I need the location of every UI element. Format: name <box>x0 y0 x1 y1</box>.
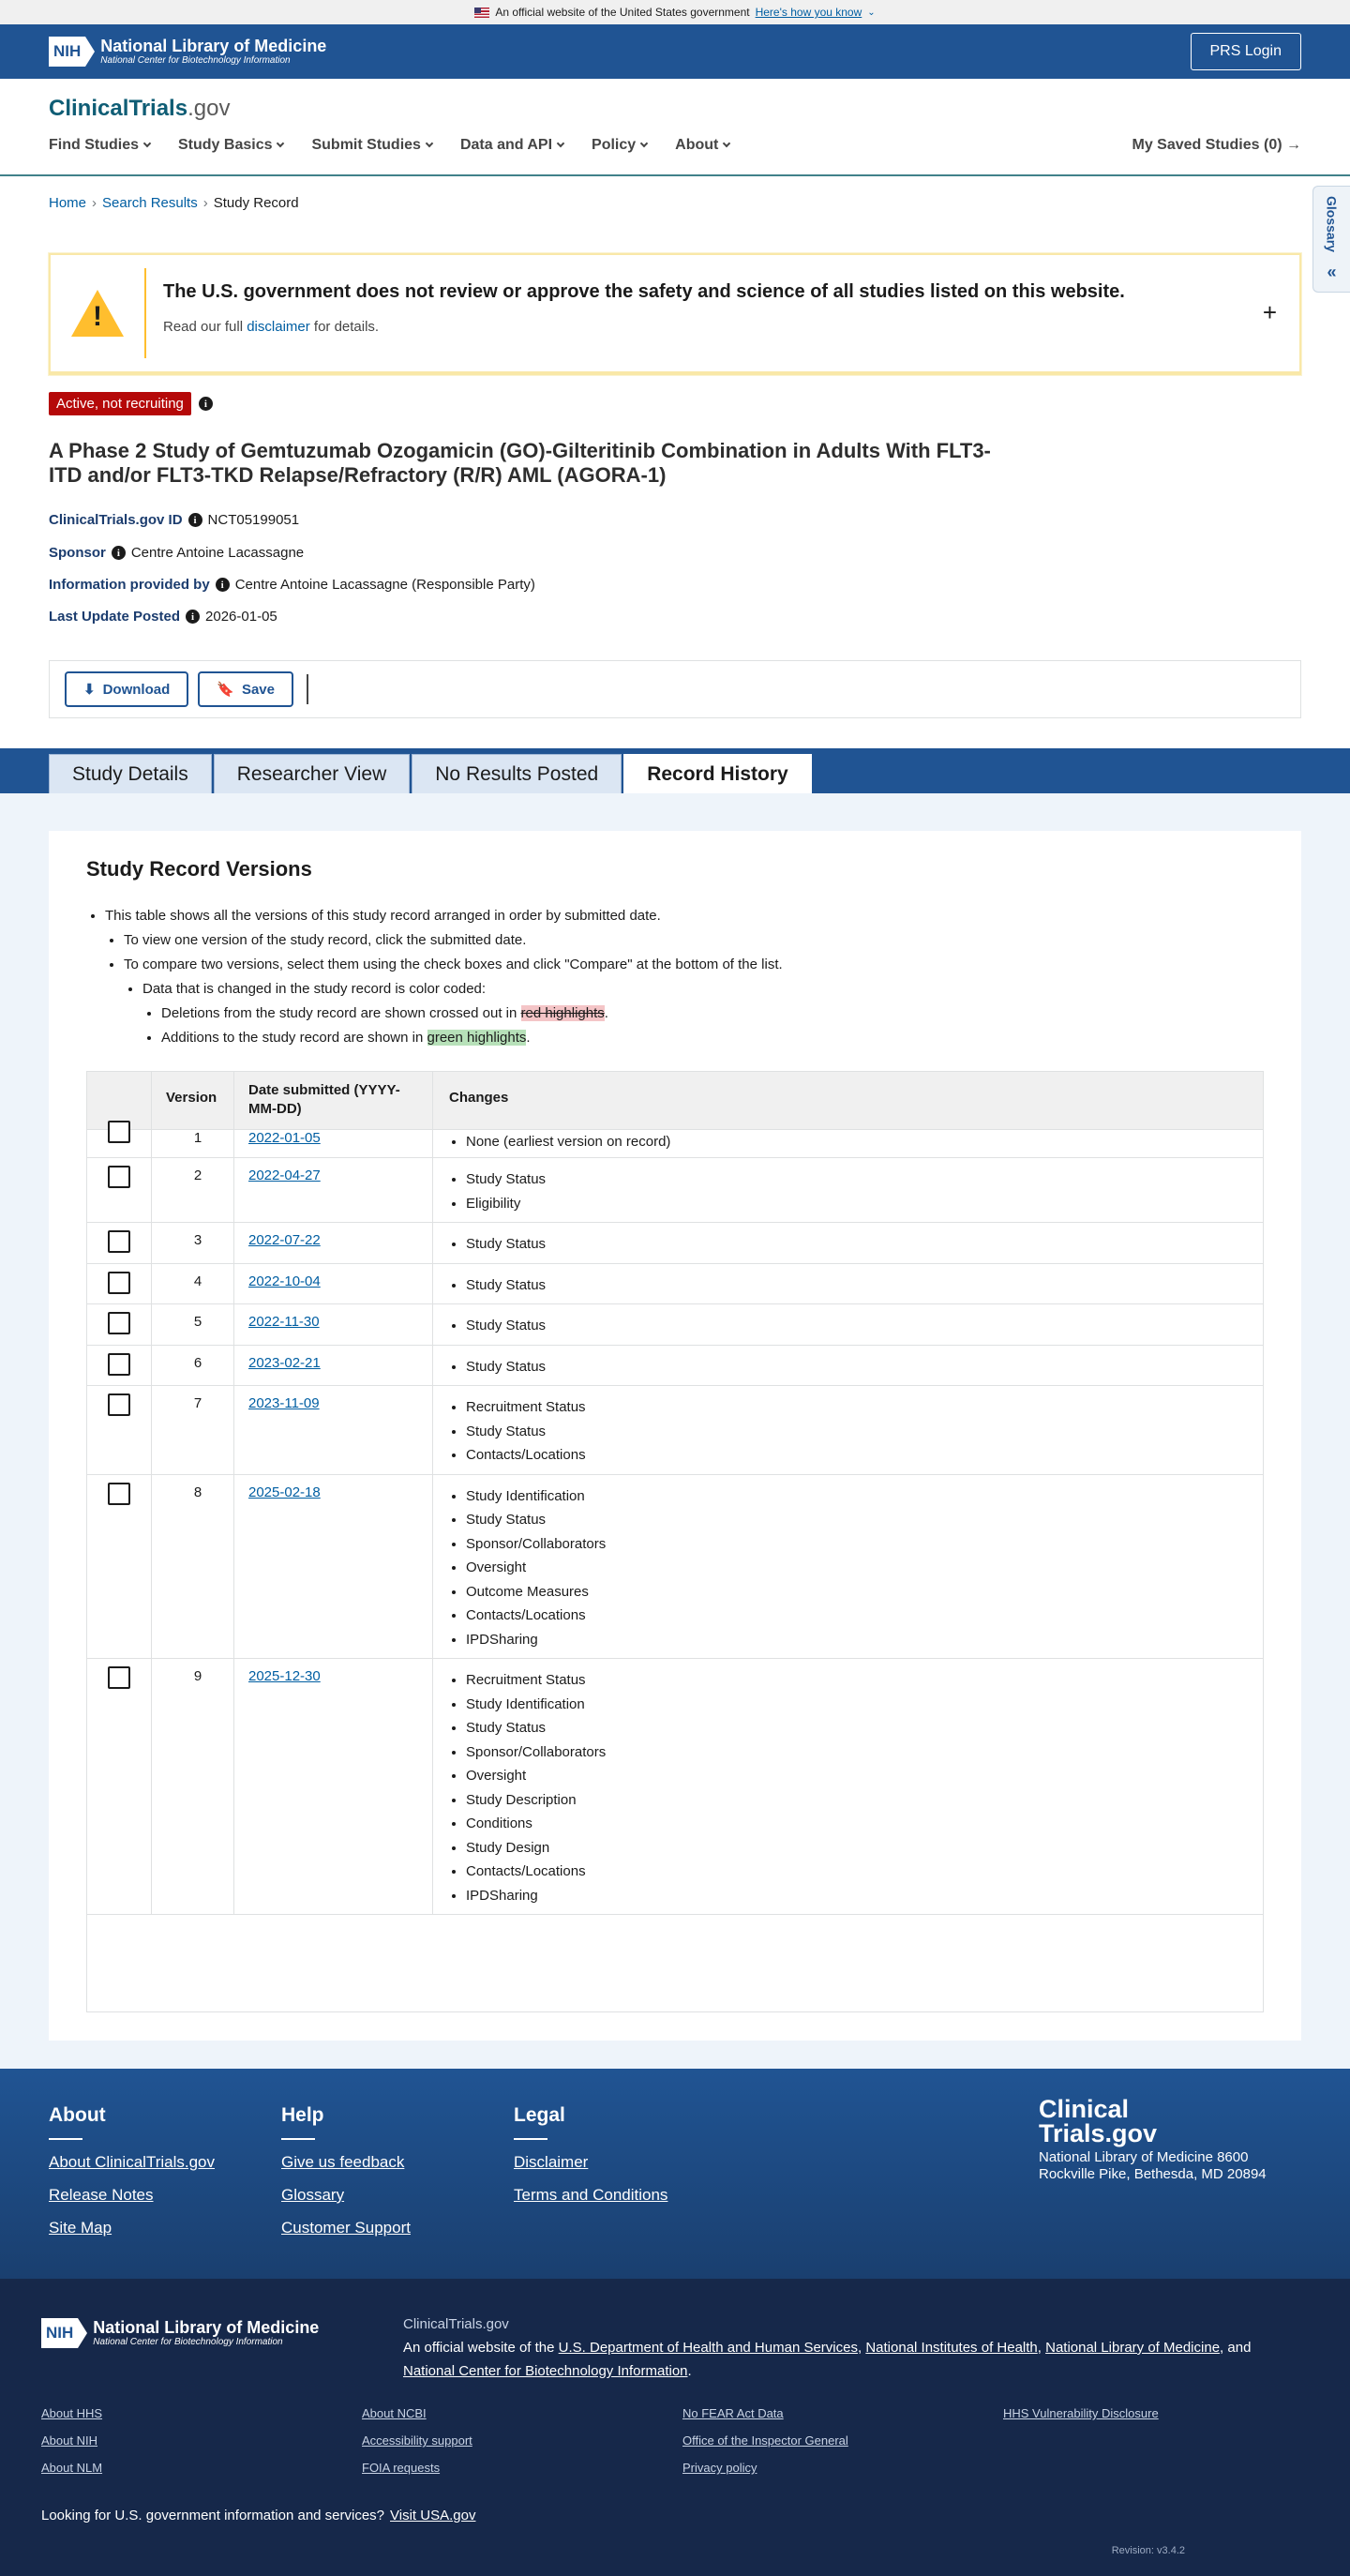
footer-brand <box>1039 2097 1282 2183</box>
chevron-right-icon: › <box>202 195 208 211</box>
info-provided-row <box>49 577 535 593</box>
nav-policy[interactable]: Policy <box>592 137 647 154</box>
tab-no-results-posted[interactable]: No Results Posted <box>412 754 622 793</box>
last-update-label: Last Update Posted <box>49 609 181 625</box>
version-number: 1 <box>193 1130 202 1146</box>
study-tab-bar <box>0 748 1350 793</box>
version-number: 7 <box>193 1395 202 1411</box>
version-checkbox[interactable] <box>108 1230 130 1253</box>
version-date-link[interactable]: 2022-01-05 <box>248 1130 321 1146</box>
ncbi-link[interactable]: National Center for Biotechnology Information <box>403 2363 688 2379</box>
expand-plus-icon[interactable]: + <box>1262 298 1277 326</box>
footer-legal-heading: Legal <box>514 2104 565 2126</box>
red-highlight-sample: red highlights <box>520 1005 605 1021</box>
change-item: • IPDSharing <box>466 1884 606 1908</box>
footer-link[interactable]: FOIA requests <box>362 2461 441 2475</box>
download-button[interactable]: ⬇ Download <box>65 671 188 707</box>
table-row <box>87 1659 1263 1915</box>
version-changes <box>449 1273 546 1298</box>
study-id-row <box>49 512 299 528</box>
nih-bar <box>0 24 1350 79</box>
nih-link[interactable]: National Institutes of Health <box>865 2340 1038 2356</box>
last-update-value: 2026-01-05 <box>205 609 278 625</box>
change-item: • Study Status <box>466 1314 546 1338</box>
change-item: • Eligibility <box>466 1192 546 1216</box>
version-checkbox[interactable] <box>108 1483 130 1505</box>
nlm-link[interactable]: National Library of Medicine <box>1045 2340 1221 2356</box>
change-item: • Recruitment Status <box>466 1668 606 1693</box>
change-item: • Study Description <box>466 1788 606 1813</box>
info-icon[interactable]: i <box>216 578 230 592</box>
change-item: • Conditions <box>466 1812 606 1836</box>
footer-link[interactable]: About ClinicalTrials.gov <box>49 2153 215 2171</box>
sponsor-value: Centre Antoine Lacassagne <box>130 545 305 561</box>
table-row <box>87 1304 1263 1346</box>
versions-card <box>49 831 1301 2041</box>
nav-study-basics[interactable]: Study Basics <box>178 137 283 154</box>
version-number: 4 <box>193 1273 202 1289</box>
disclaimer-body: Read our full disclaimer for details. <box>163 319 380 335</box>
version-number: 2 <box>193 1167 202 1183</box>
versions-table <box>86 1071 1264 2012</box>
note-item: • This table shows all the versions of this study record arranged in order by submitted date. <box>105 904 783 928</box>
change-item: • Contacts/Locations <box>466 1860 606 1884</box>
breadcrumb-current: Study Record <box>213 195 299 211</box>
glossary-label: Glossary <box>1324 196 1340 252</box>
gov-banner <box>0 0 1350 24</box>
chevron-down-icon <box>277 140 284 147</box>
version-number: 3 <box>193 1232 202 1248</box>
versions-heading: Study Record Versions <box>86 857 312 881</box>
footer-link[interactable]: Release Notes <box>49 2186 154 2204</box>
version-date-link[interactable]: 2022-07-22 <box>248 1232 321 1248</box>
footer-links-col2 <box>362 2406 472 2488</box>
sponsor-row <box>49 545 304 561</box>
version-checkbox[interactable] <box>108 1121 130 1143</box>
versions-notes <box>86 904 783 1050</box>
version-changes <box>449 1395 586 1468</box>
version-changes <box>449 1484 606 1652</box>
study-actions <box>49 660 1301 718</box>
nav-data-and-api[interactable]: Data and API <box>460 137 563 154</box>
footer-ct-logo[interactable]: Clinical Trials.gov <box>1039 2095 1158 2147</box>
nlm-footer-logo[interactable] <box>41 2318 319 2348</box>
hhs-link[interactable]: U.S. Department of Health and Human Services <box>558 2340 858 2356</box>
change-item: • Oversight <box>466 1556 606 1580</box>
footer-link[interactable]: No FEAR Act Data <box>682 2406 784 2420</box>
note-item: • To view one version of the study record, click the submitted date. <box>124 928 783 953</box>
site-footer <box>0 2069 1350 2279</box>
change-item: • Sponsor/Collaborators <box>466 1740 606 1765</box>
footer-link[interactable]: About HHS <box>41 2406 103 2420</box>
footer-links-col1 <box>41 2406 102 2488</box>
save-button[interactable]: 🔖 Save <box>198 671 293 707</box>
gov-footer <box>0 2279 1350 2576</box>
version-checkbox[interactable] <box>108 1312 130 1334</box>
table-row <box>87 1346 1263 1387</box>
us-flag-icon <box>474 8 489 18</box>
change-item: • IPDSharing <box>466 1628 606 1652</box>
chevron-down-icon <box>557 140 564 147</box>
footer-link[interactable]: About NIH <box>41 2433 98 2448</box>
version-date-link[interactable]: 2022-10-04 <box>248 1273 321 1289</box>
divider <box>307 674 308 704</box>
version-changes <box>449 1167 546 1215</box>
nav-find-studies[interactable]: Find Studies <box>49 137 150 154</box>
version-date-link[interactable]: 2025-02-18 <box>248 1484 321 1500</box>
info-provided-value: Centre Antoine Lacassagne (Responsible Party) <box>234 577 535 593</box>
footer-help <box>281 2104 411 2252</box>
last-update-row <box>49 609 278 625</box>
footer-link[interactable]: Terms and Conditions <box>514 2186 668 2204</box>
footer-help-heading: Help <box>281 2104 324 2126</box>
prs-login-button[interactable]: PRS Login <box>1191 33 1302 70</box>
change-item: • Study Status <box>466 1420 586 1444</box>
note-item: • Data that is changed in the study record is color coded: <box>142 977 783 1002</box>
gov-banner-text: An official website of the United States government <box>495 6 750 19</box>
tab-record-history[interactable]: Record History <box>623 754 812 793</box>
footer-about <box>49 2104 215 2252</box>
footer-legal <box>514 2104 668 2219</box>
note-item: • To compare two versions, select them using the check boxes and click "Compare" at the bottom of the list. <box>124 953 783 977</box>
version-checkbox[interactable] <box>108 1353 130 1376</box>
change-item: • None (earliest version on record) <box>466 1130 670 1154</box>
footer-link[interactable]: Site Map <box>49 2219 112 2237</box>
change-item: • Study Identification <box>466 1693 606 1717</box>
version-changes <box>449 1355 546 1379</box>
footer-link[interactable]: Privacy policy <box>682 2461 758 2475</box>
study-id-value: NCT05199051 <box>207 512 300 528</box>
green-highlight-sample: green highlights <box>427 1030 527 1046</box>
info-provided-label: Information provided by <box>49 577 210 593</box>
change-item: • Oversight <box>466 1764 606 1788</box>
version-date-link[interactable]: 2023-02-21 <box>248 1354 321 1371</box>
main-nav <box>49 137 729 154</box>
ncbi-name: National Center for Biotechnology Information <box>100 55 291 66</box>
version-changes <box>449 1668 606 1907</box>
table-row <box>87 1475 1263 1660</box>
change-item: • Study Status <box>466 1167 546 1192</box>
glossary-toggle[interactable] <box>1312 186 1350 293</box>
heres-how-you-know-link[interactable]: Here's how you know <box>755 6 862 19</box>
status-row <box>49 392 213 415</box>
change-item: • Sponsor/Collaborators <box>466 1532 606 1557</box>
footer-link[interactable]: Give us feedback <box>281 2153 405 2171</box>
breadcrumb-search-results[interactable]: Search Results <box>102 195 198 211</box>
change-item: • Study Identification <box>466 1484 606 1509</box>
footer-link[interactable]: Customer Support <box>281 2219 411 2237</box>
version-checkbox[interactable] <box>108 1166 130 1188</box>
chevron-down-icon <box>143 140 151 147</box>
info-icon[interactable]: i <box>186 610 200 624</box>
footer-link[interactable]: Disclaimer <box>514 2153 589 2171</box>
download-icon: ⬇ <box>83 682 96 698</box>
version-number: 9 <box>193 1668 202 1684</box>
nlm-logo[interactable] <box>49 37 326 67</box>
change-item: • Recruitment Status <box>466 1395 586 1420</box>
official-statement: ClinicalTrials.gov An official website of the U.S. Department of Health and Human Services, National Institutes of Health, National Library of Medicine, and National Center for Biotechnology Information. <box>403 2312 1284 2383</box>
chevron-down-icon <box>723 140 730 147</box>
version-number: 5 <box>193 1314 202 1330</box>
col-changes-header: Changes <box>449 1090 509 1106</box>
table-header <box>87 1072 1263 1130</box>
arrow-right-icon: → <box>1286 137 1301 153</box>
note-item: • Additions to the study record are shown in green highlights. <box>161 1026 783 1050</box>
site-header <box>0 79 1350 176</box>
footer-links-col3 <box>682 2406 848 2488</box>
table-row <box>87 1223 1263 1264</box>
chevron-down-icon <box>426 140 433 147</box>
disclaimer-title: The U.S. government does not review or approve the safety and science of all studies listed on this website. <box>163 281 1125 302</box>
change-item: • Study Status <box>466 1355 546 1379</box>
version-date-link[interactable]: 2023-11-09 <box>248 1395 320 1411</box>
footer-site-name: ClinicalTrials.gov <box>403 2316 509 2332</box>
usa-gov-prompt: Looking for U.S. government information and services? Visit USA.gov <box>41 2508 476 2523</box>
revision-text: Revision: v3.4.2 <box>1111 2545 1185 2556</box>
table-row <box>87 1158 1263 1223</box>
footer-link[interactable]: About NLM <box>41 2461 103 2475</box>
info-icon[interactable]: i <box>112 546 126 560</box>
nav-submit-studies[interactable]: Submit Studies <box>311 137 431 154</box>
change-item: • Contacts/Locations <box>466 1604 606 1628</box>
status-badge: Active, not recruiting <box>49 392 191 415</box>
nav-about[interactable]: About <box>675 137 729 154</box>
change-item: • Outcome Measures <box>466 1580 606 1604</box>
col-version-header: Version <box>166 1090 218 1106</box>
table-row <box>87 1386 1263 1475</box>
change-item: • Study Status <box>466 1232 546 1257</box>
change-item: • Study Design <box>466 1836 606 1860</box>
version-number: 8 <box>193 1484 202 1500</box>
study-id-label: ClinicalTrials.gov ID <box>49 512 183 528</box>
footer-address: National Library of Medicine 8600 Rockville Pike, Bethesda, MD 20894 <box>1039 2149 1267 2182</box>
version-date-link[interactable]: 2025-12-30 <box>248 1668 321 1684</box>
footer-link[interactable]: HHS Vulnerability Disclosure <box>1003 2406 1159 2420</box>
disclaimer-alert <box>49 253 1301 375</box>
version-changes <box>449 1130 670 1154</box>
nih-logo-mark: NIH <box>49 37 85 67</box>
version-checkbox[interactable] <box>108 1272 130 1294</box>
footer-link[interactable]: Glossary <box>281 2186 345 2204</box>
chevron-right-icon: › <box>92 195 98 211</box>
tab-researcher-view[interactable]: Researcher View <box>214 754 411 793</box>
clinicaltrials-logo[interactable]: ClinicalTrials.gov <box>49 96 231 121</box>
footer-link[interactable]: About NCBI <box>362 2406 427 2420</box>
tab-study-details[interactable]: Study Details <box>49 754 212 793</box>
footer-about-heading: About <box>49 2104 106 2126</box>
version-date-link[interactable]: 2022-11-30 <box>248 1314 320 1330</box>
footer-link[interactable]: Office of the Inspector General <box>682 2433 848 2448</box>
change-item: • Contacts/Locations <box>466 1443 586 1468</box>
study-title: A Phase 2 Study of Gemtuzumab Ozogamicin (GO)-Gilteritinib Combination in Adults With FLT3-ITD and/or FLT3-TKD Relapse/Refractory (R/R) AML (AGORA-1) <box>49 439 991 487</box>
version-number: 6 <box>193 1354 202 1371</box>
my-saved-studies-link[interactable]: My Saved Studies (0) → <box>1132 137 1301 153</box>
change-item: • Study Status <box>466 1508 606 1532</box>
info-icon[interactable]: i <box>188 513 202 527</box>
info-icon[interactable]: i <box>199 397 213 411</box>
footer-links-col4 <box>1003 2406 1159 2433</box>
nlm-name: National Library of Medicine <box>93 2318 320 2337</box>
breadcrumb <box>49 195 299 211</box>
footer-link[interactable]: Accessibility support <box>362 2433 472 2448</box>
nih-logo-mark: NIH <box>41 2318 78 2348</box>
col-date-header: Date submitted (YYYY-MM-DD) <box>248 1082 400 1117</box>
version-checkbox[interactable] <box>108 1393 130 1416</box>
usa-gov-link[interactable]: Visit USA.gov <box>390 2508 476 2523</box>
nlm-name: National Library of Medicine <box>100 37 327 55</box>
version-date-link[interactable]: 2022-04-27 <box>248 1167 321 1183</box>
warning-icon: ! <box>71 290 124 337</box>
ncbi-name: National Center for Biotechnology Information <box>93 2337 283 2347</box>
version-changes <box>449 1314 546 1338</box>
chevron-down-icon: ⌄ <box>867 7 876 18</box>
sponsor-label: Sponsor <box>49 545 106 561</box>
double-chevron-left-icon: « <box>1327 263 1337 281</box>
disclaimer-link[interactable]: disclaimer <box>247 319 310 335</box>
table-row <box>87 1130 1263 1158</box>
change-item: • Study Status <box>466 1273 546 1298</box>
version-checkbox[interactable] <box>108 1666 130 1689</box>
table-row <box>87 1264 1263 1305</box>
version-changes <box>449 1232 546 1257</box>
change-item: • Study Status <box>466 1716 606 1740</box>
note-item: • Deletions from the study record are shown crossed out in red highlights. <box>161 1002 783 1026</box>
chevron-down-icon <box>640 140 648 147</box>
breadcrumb-home[interactable]: Home <box>49 195 87 211</box>
bookmark-icon: 🔖 <box>217 682 234 698</box>
